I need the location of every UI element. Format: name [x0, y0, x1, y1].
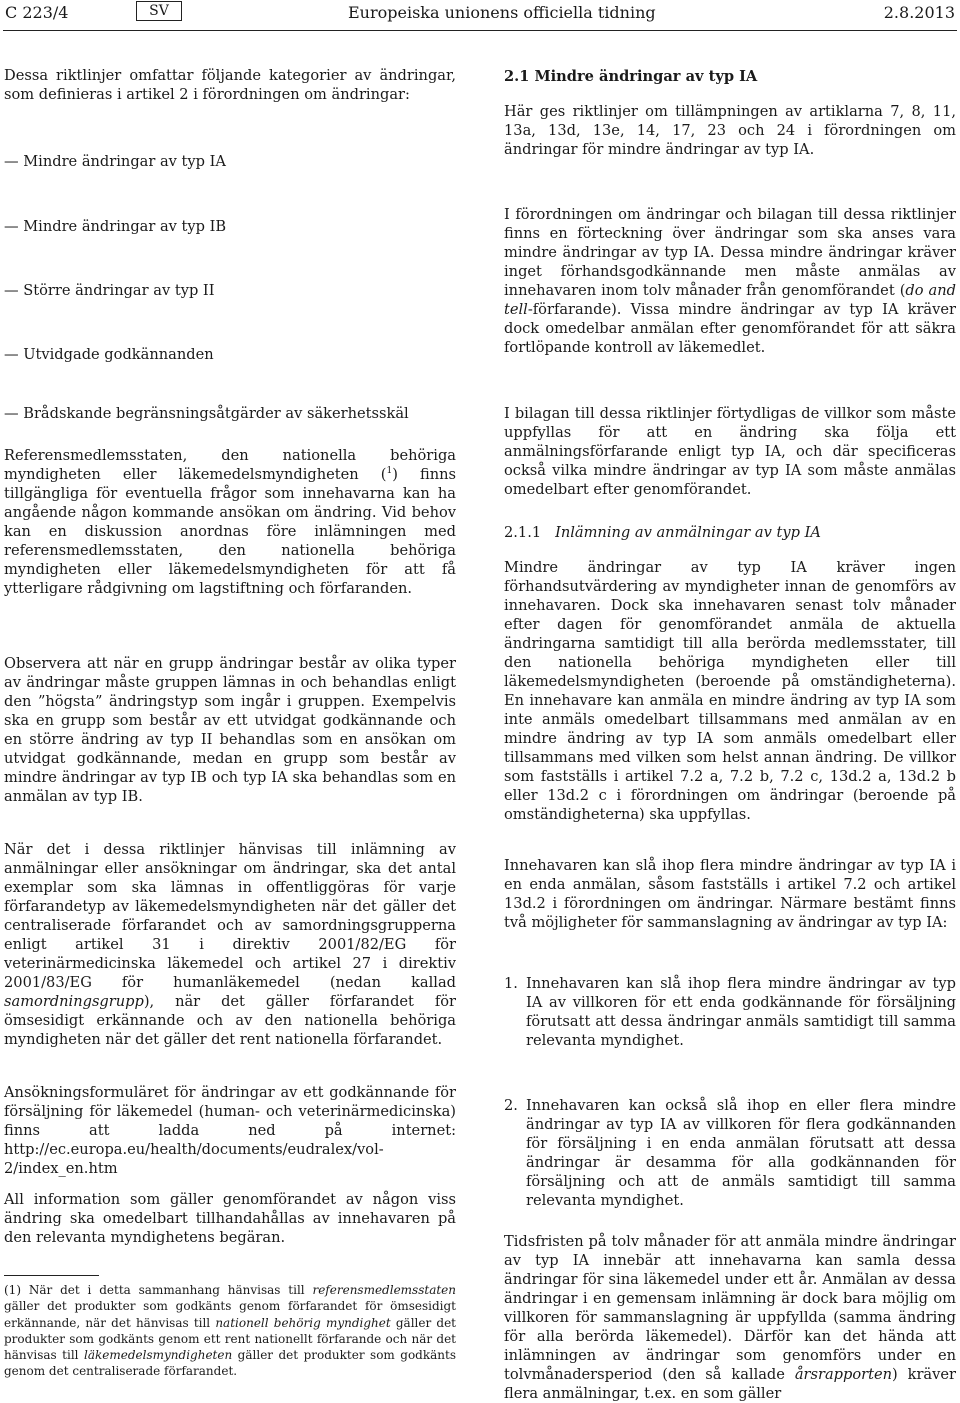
application-form-paragraph: Ansökningsformuläret för ändringar av ett godkännande för försäljning för läkemedel (human- och veterinärmedicinska) finns att ladda ned på internet: http://ec.europa.eu/health/documents/eudralex/vol-2/index_en.htm	[4, 1084, 456, 1177]
deadline-paragraph: Tidsfristen på tolv månader för att anmäla mindre ändringar av typ IA innebär att innehavarna kan samla dessa ändringar för sina läkemedel under ett år. Anmälan av dessa ändringar i en gemensam inlämning är dock bara möjlig om villkoren för sammanslagning är uppfyllda (samma ändring för alla berörda läkemedel). Därför kan det hända att inlämningen av ändringar som genomförs under en tolvmånadersperiod (den så kallade årsrapporten) kräver flera anmälningar, t.ex. en som gäller	[504, 1233, 956, 1402]
publication-date: 2.8.2013	[883, 3, 955, 22]
category-item-type-ii: — Större ändringar av typ II	[4, 282, 215, 299]
page-reference: C 223/4	[5, 3, 69, 22]
list-item	[504, 974, 956, 1050]
list-text: Innehavaren kan också slå ihop en eller flera mindre ändringar av typ IA av villkoren för flera godkännanden för försäljning i en enda anmälan förutsatt att dessa ändringar är desamma för alla godkännanden för försäljning och att de anmäls samtidigt till samma relevanta myndighet.	[526, 1097, 956, 1209]
list-text: Innehavaren kan slå ihop flera mindre ändringar av typ IA av villkoren för ett enda godkännande för försäljning förutsatt att dessa ändringar anmäls samtidigt till samma relevanta myndighet.	[526, 975, 956, 1049]
intro-paragraph: Dessa riktlinjer omfattar följande kategorier av ändringar, som definieras i artikel 2 i förordningen om ändringar:	[4, 67, 456, 103]
language-code-box: SV	[136, 1, 182, 21]
grouping-options-paragraph: Innehavaren kan slå ihop flera mindre ändringar av typ IA i en enda anmälan, såsom fastställs i artikel 7.2 och artikel 13d.2 i förordningen om ändringar. Närmare bestämt finns två möjligheter för sammanslagning av ändringar av typ IA:	[504, 857, 956, 931]
type-ia-list-paragraph: I förordningen om ändringar och bilagan till dessa riktlinjer finns en förteckning över ändringar som ska anses vara mindre ändringar av typ IA. Dessa mindre ändringar kräver inget förhandsgodkännande men måste anmälas av innehavaren inom tolv månader från genomförandet (do and tell-förfarande). Vissa mindre ändringar av typ IA kräver dock omedelbar anmälan efter genomförandet för att säkra fortlöpande kontroll av läkemedlet.	[504, 206, 956, 356]
list-item	[504, 1096, 956, 1209]
scope-paragraph: Här ges riktlinjer om tillämpningen av artiklarna 7, 8, 11, 13a, 13d, 13e, 14, 17, 23 och 24 i förordningen om ändringar för mindre ändringar av typ IA.	[504, 103, 956, 158]
submission-paragraph: Mindre ändringar av typ IA kräver ingen förhandsutvärdering av myndigheter innan de genomförs av innehavaren. Dock ska innehavaren senast tolv månader efter dagen för genomförandet anmäla de aktuella ändringarna samtidigt till alla berörda medlemsstater, till den nationella behöriga myndigheten eller till läkemedelsmyndigheten (beroende på omständigheterna). En innehavare kan anmäla en mindre ändring av typ IA som inte anmäls omedelbart tillsammans med anmälan av en mindre ändring av typ IA som anmäls omedelbart eller tillsammans med vilken som helst annan ändring. De villkor som fastställs i artikel 7.2 a, 7.2 b, 7.2 c, 13d.2 a, 13d.2 b eller 13d.2 c i förordningen om ändringar (beroende på omständigheterna) ska uppfyllas.	[504, 559, 956, 823]
implementation-info-paragraph: All information som gäller genomförandet av någon viss ändring ska omedelbart tillhandahållas av innehavaren på den relevanta myndighetens begäran.	[4, 1191, 456, 1246]
footnote-rule	[4, 1275, 99, 1276]
list-number: 2.	[504, 1097, 518, 1114]
footnote: (1) När det i detta sammanhang hänvisas till referensmedlemsstaten gäller det produkter som godkänts genom förfarandet för ömsesidigt erkännande, när det hänvisas till nationell behörig myndighet gäller det produkter som godkänts genom ett rent nationellt förfarande och när det hänvisas till läkemedelsmyndigheten gäller det produkter som godkänts genom det centraliserade förfarandet.	[4, 1283, 457, 1379]
footnote-reference[interactable]: 1	[386, 466, 393, 477]
annex-paragraph: I bilagan till dessa riktlinjer förtydligas de villkor som måste uppfyllas för att en ändring ska följa ett anmälningsförfarande enligt typ IA, och där specificeras också vilka mindre ändringar av typ IA som måste anmälas omedelbart efter genomförandet.	[504, 405, 956, 498]
category-item-type-ia: — Mindre ändringar av typ IA	[4, 153, 226, 170]
submission-copies-paragraph: När det i dessa riktlinjer hänvisas till inlämning av anmälningar eller ansökningar om ändringar, ska det antal exemplar som ska lämnas in offentliggöras för varje förfarandetyp av läkemedelsmyndigheten när det gäller det centraliserade förfarandet och av samordningsgrupperna enligt artikel 31 i direktiv 2001/82/EG för veterinärmedicinska läkemedel och artikel 27 i direktiv 2001/83/EG för humanläkemedel (nedan kallad samordningsgrupp), när det gäller förfarandet för ömsesidigt erkännande och av den nationella behöriga myndigheten när det gäller det rent nationella förfarandet.	[4, 841, 456, 1048]
list-number: 1.	[504, 975, 518, 992]
category-item-type-ib: — Mindre ändringar av typ IB	[4, 218, 227, 235]
grouping-paragraph: Observera att när en grupp ändringar består av olika typer av ändringar måste gruppen lämnas in och behandlas enligt den ”högsta” ändringstyp som ingår i gruppen. Exempelvis ska en grupp som består av ett utvidgat godkännande och en större ändring av typ II behandlas som en ansökan om utvidgat godkännande, medan en grupp som består av mindre ändringar av typ IB och typ IA ska behandlas som en anmälan av typ IB.	[4, 655, 456, 805]
reference-state-paragraph: Referensmedlemsstaten, den nationella behöriga myndigheten eller läkemedelsmyndigheten ($^1$) finns tillgängliga för eventuella frågor som innehavarna kan ha angående någon kommande ansökan om ändring. Vid behov kan en diskussion anordnas före inlämningen med referensmedlemsstaten, den nationella behöriga myndigheten eller läkemedelsmyndigheten för att få ytterligare rådgivning om lagstiftning och förfaranden.	[4, 447, 456, 597]
journal-title: Europeiska unionens officiella tidning	[348, 3, 656, 22]
category-item-extensions: — Utvidgade godkännanden	[4, 346, 214, 363]
footnote-marker: (1)	[4, 1283, 21, 1297]
category-item-urgent-safety: — Brådskande begränsningsåtgärder av säkerhetsskäl	[4, 405, 409, 422]
header-rule	[3, 30, 957, 31]
subsection-heading: 2.1.1 Inlämning av anmälningar av typ IA	[504, 524, 821, 541]
section-heading: 2.1 Mindre ändringar av typ IA	[504, 68, 758, 85]
